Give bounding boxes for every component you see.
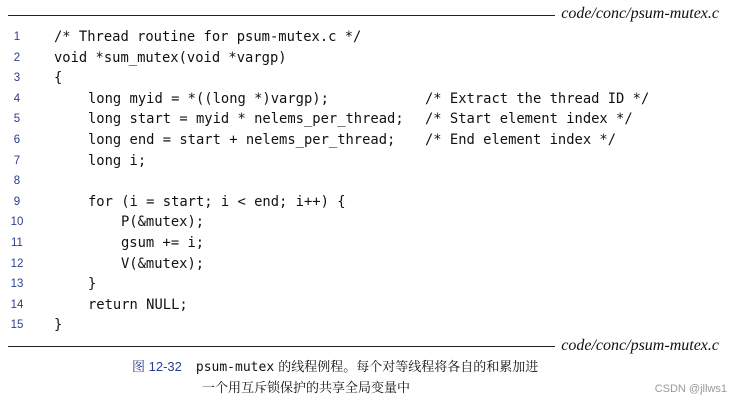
code-line (0, 130, 735, 151)
line-number: 9 (13, 195, 21, 208)
code-line (0, 192, 735, 213)
code-line (0, 274, 735, 295)
code-comment: /* Start element index */ (425, 111, 633, 128)
code-line (0, 68, 735, 89)
code-text: } (88, 276, 97, 293)
line-number: 7 (13, 154, 21, 167)
code-line (0, 254, 735, 275)
line-number: 15 (10, 319, 24, 332)
header-file-label: code/conc/psum-mutex.c (561, 5, 719, 22)
footer-file-label: code/conc/psum-mutex.c (561, 337, 719, 354)
code-text: void *sum_mutex(void *vargp) (54, 49, 287, 66)
line-number: 11 (11, 236, 23, 249)
figure-number: 图 12-32 (132, 359, 182, 374)
code-listing (0, 27, 735, 336)
line-number: 5 (13, 113, 21, 126)
code-text: { (54, 70, 63, 87)
code-line (0, 212, 735, 233)
code-text: } (54, 317, 63, 334)
line-number: 3 (13, 72, 21, 85)
line-number: 1 (13, 31, 21, 43)
top-rule (8, 15, 555, 16)
code-text: for (i = start; i < end; i++) { (88, 193, 346, 210)
code-line (0, 48, 735, 69)
line-number: 13 (10, 278, 24, 291)
code-text: long end = start + nelems_per_thread; (88, 131, 396, 148)
code-text: long start = myid * nelems_per_thread; (88, 111, 404, 128)
line-number: 12 (10, 257, 24, 270)
line-number: 10 (10, 216, 24, 229)
code-line (0, 109, 735, 130)
figure-caption (132, 356, 539, 396)
code-text: V(&mutex); (121, 255, 205, 272)
code-line (0, 171, 735, 192)
code-line (0, 27, 735, 48)
code-text: long myid = *((long *)vargp); (88, 90, 329, 107)
line-number: 8 (13, 175, 21, 188)
caption-line2: 一个用互斥锁保护的共享全局变量中 (202, 381, 411, 396)
line-number: 4 (13, 92, 21, 105)
bottom-rule (8, 346, 555, 347)
code-text: return NULL; (88, 296, 188, 313)
code-text: P(&mutex); (121, 214, 205, 231)
code-text: gsum += i; (121, 234, 205, 251)
code-line (0, 295, 735, 316)
watermark: CSDN @jllws1 (654, 383, 727, 395)
code-text: /* Thread routine for psum-mutex.c */ (54, 29, 362, 45)
code-line (0, 233, 735, 254)
code-line (0, 89, 735, 110)
caption-line1: 的线程例程。每个对等线程将各自的和累加进 (278, 360, 539, 375)
code-line (0, 315, 735, 336)
line-number: 6 (13, 133, 21, 146)
code-comment: /* End element index */ (425, 131, 617, 148)
caption-code-name: psum-mutex (195, 360, 275, 375)
line-number: 2 (13, 51, 21, 64)
code-line (0, 151, 735, 172)
line-number: 14 (10, 298, 24, 311)
code-comment: /* Extract the thread ID */ (425, 90, 650, 107)
code-text: long i; (88, 152, 147, 169)
